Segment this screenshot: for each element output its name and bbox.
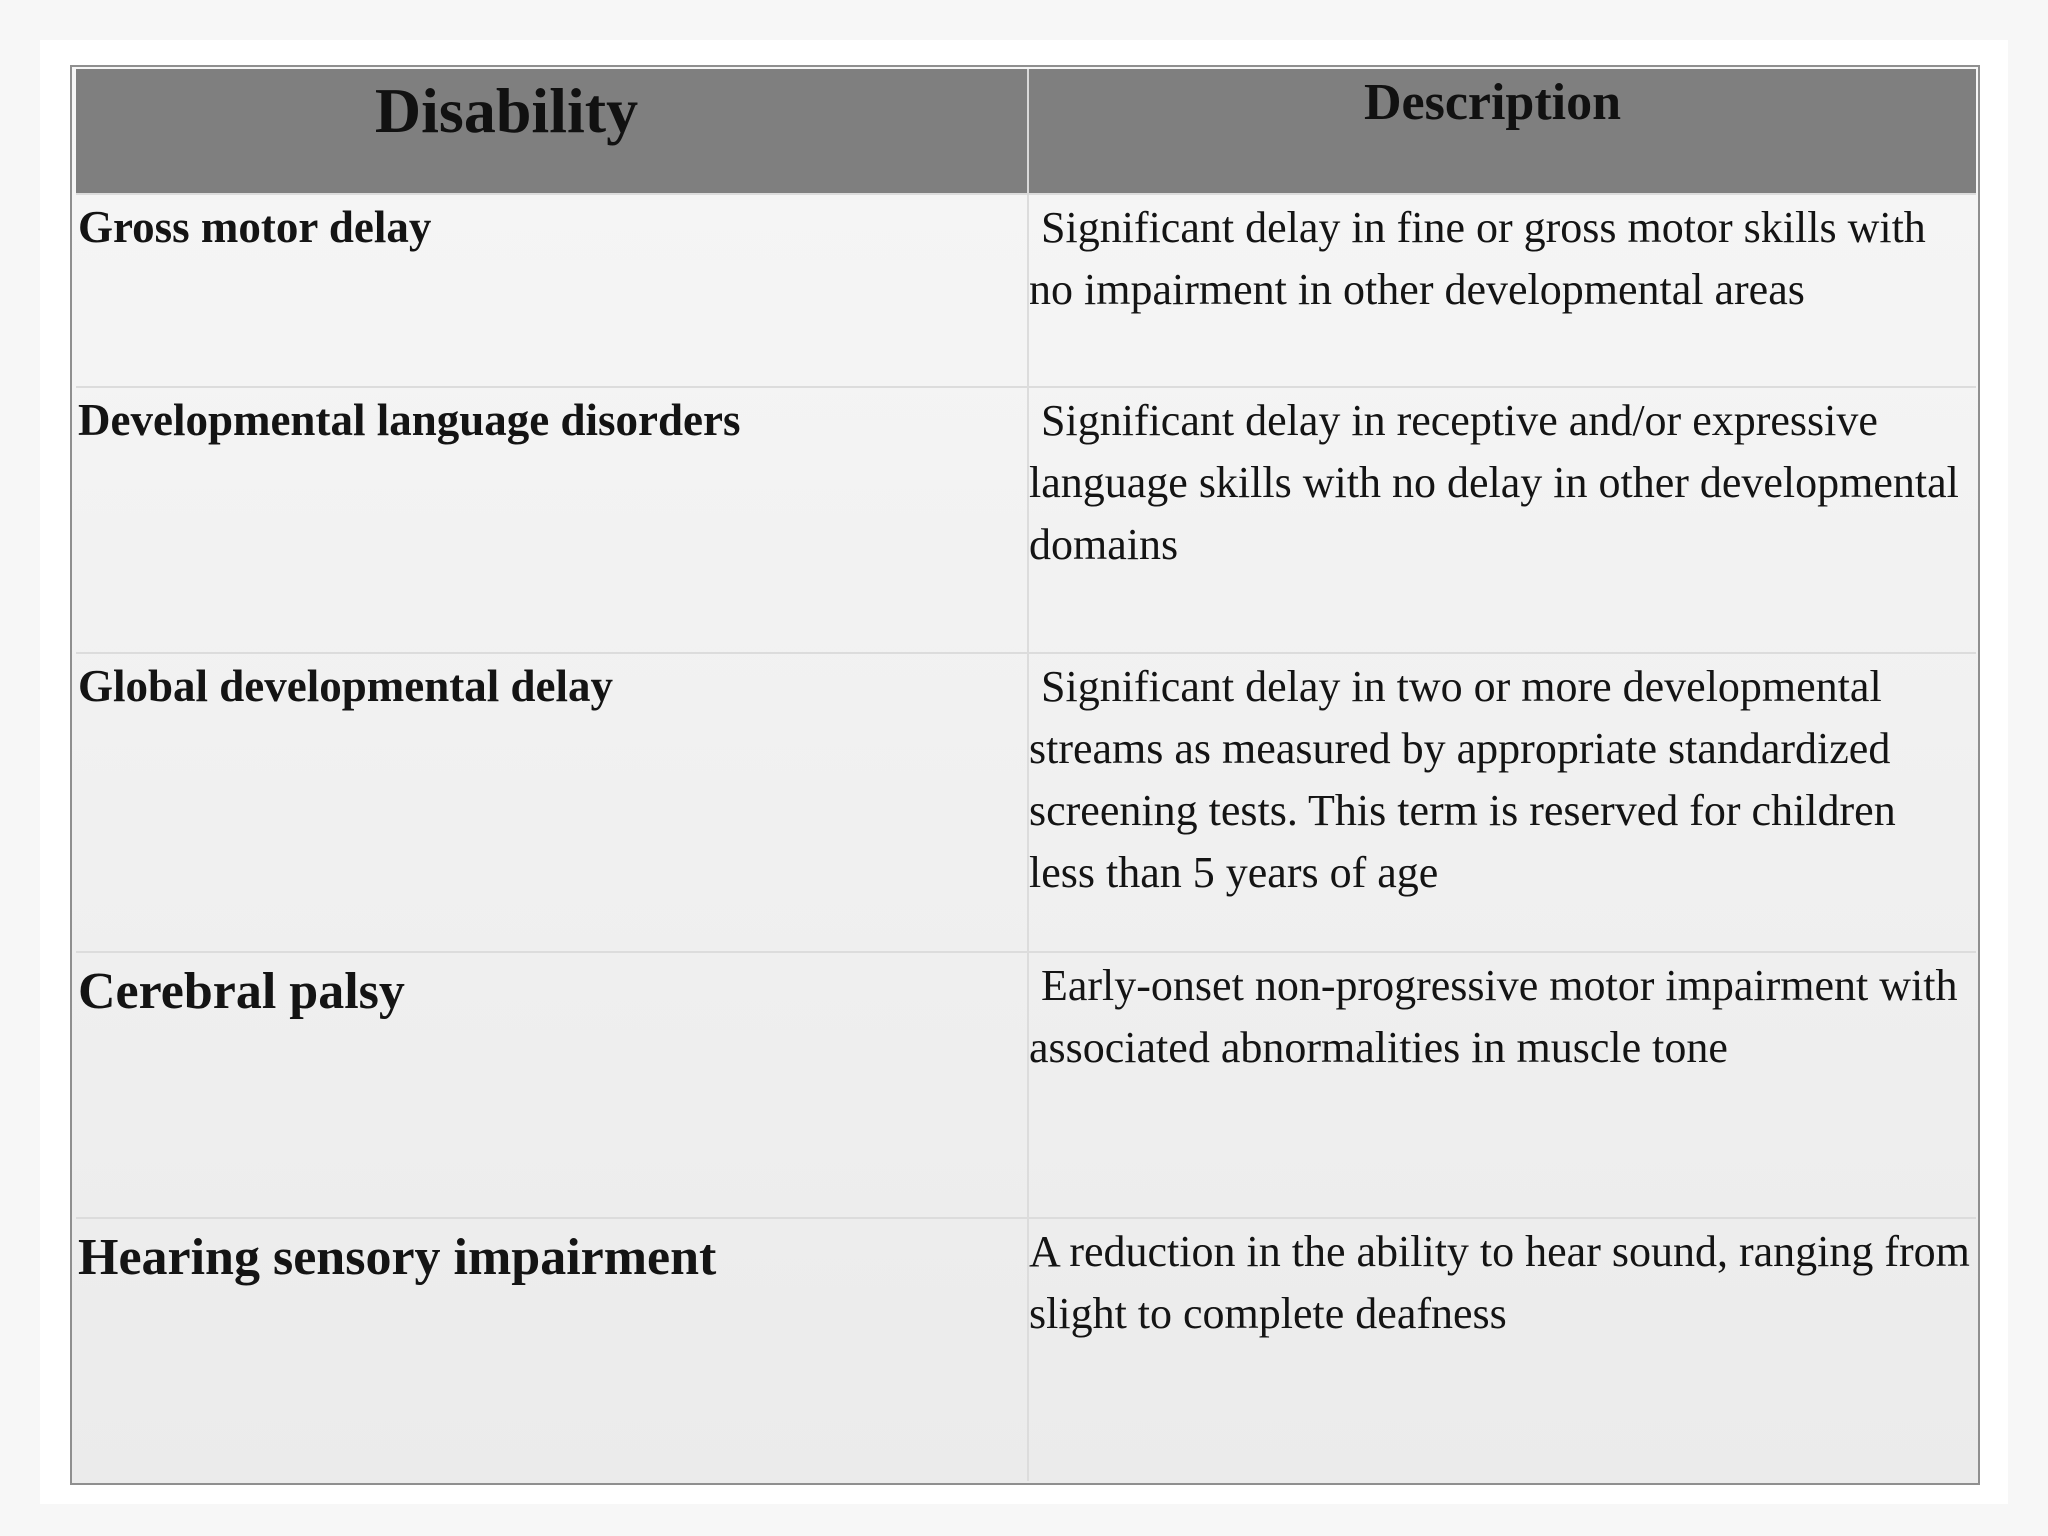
table-row: [76, 952, 1976, 1218]
table-header-row: [76, 69, 1976, 194]
disability-description: Significant delay in two or more developmental streams as measured by appropriate standardized screening tests. This term is reserved for children less than 5 years of age: [1029, 662, 1896, 897]
table-row: [76, 653, 1976, 952]
table-row: [76, 1218, 1976, 1481]
description-cell: [1028, 194, 1976, 387]
disability-description: Significant delay in fine or gross motor skills with no impairment in other developmental areas: [1029, 203, 1926, 314]
slide-page: [40, 40, 2008, 1504]
description-cell: [1028, 387, 1976, 653]
disability-table: [76, 69, 1976, 1481]
disability-description: Early-onset non-progressive motor impairment with associated abnormalities in muscle tone: [1029, 961, 1958, 1072]
disability-cell: [76, 387, 1028, 653]
header-disability-label: Disability: [374, 75, 639, 146]
table-row: [76, 194, 1976, 387]
disability-name: Gross motor delay: [78, 202, 432, 252]
disability-name: Global developmental delay: [78, 661, 614, 711]
table-row: [76, 387, 1976, 653]
disability-name: Hearing sensory impairment: [78, 1229, 717, 1286]
disability-description: A reduction in the ability to hear sound, ranging from slight to complete deafness: [1029, 1227, 1970, 1338]
disability-cell: [76, 1218, 1028, 1481]
disability-name: Cerebral palsy: [78, 963, 405, 1020]
description-cell: [1028, 653, 1976, 952]
disability-description: Significant delay in receptive and/or expressive language skills with no delay in other developmental domains: [1029, 396, 1959, 569]
description-cell: [1028, 952, 1976, 1218]
header-description: [1028, 69, 1976, 194]
disability-cell: [76, 194, 1028, 387]
header-description-label: Description: [1363, 74, 1622, 131]
disability-name: Developmental language disorders: [78, 395, 741, 445]
header-disability: [76, 69, 1028, 194]
description-cell: [1028, 1218, 1976, 1481]
disability-cell: [76, 653, 1028, 952]
disability-cell: [76, 952, 1028, 1218]
table-frame: [70, 65, 1980, 1485]
